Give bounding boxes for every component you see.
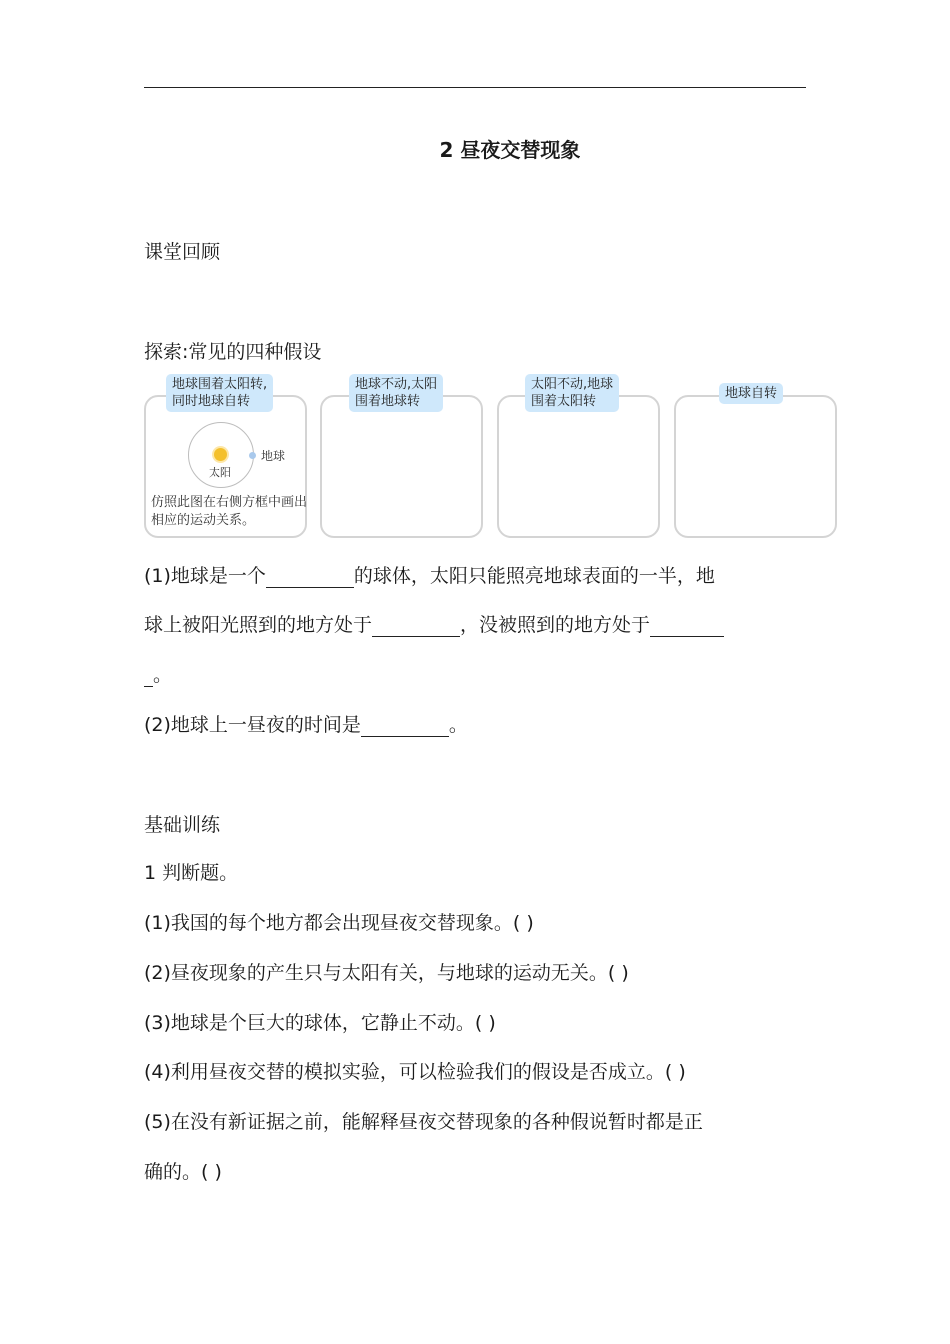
earth-icon [249, 452, 256, 459]
q1-text-4: ，没被照到的地方处于 [460, 614, 651, 636]
judge-item-4: (4)利用昼夜交替的模拟实验，可以检验我们的假设是否成立。( ) [144, 1061, 686, 1083]
hypothesis-tag-1: 地球围着太阳转, 同时地球自转 [166, 374, 273, 412]
hypothesis-panel-3[interactable] [497, 395, 660, 538]
review-q1-line1 [144, 561, 715, 588]
hypothesis-tag-3: 太阳不动,地球 围着太阳转 [525, 374, 619, 412]
sun-label: 太阳 [209, 466, 231, 479]
q1-blank-1[interactable] [266, 566, 354, 588]
judge-item-1: (1)我国的每个地方都会出现昼夜交替现象。( ) [144, 912, 534, 934]
hypothesis-panel-2[interactable] [320, 395, 483, 538]
judge-item-5-line1: (5)在没有新证据之前，能解释昼夜交替现象的各种假说暂时都是正 [144, 1111, 703, 1133]
page-title: 2 昼夜交替现象 [439, 138, 581, 162]
q2-blank[interactable] [361, 715, 449, 737]
hypothesis-tag-2: 地球不动,太阳 围着地球转 [349, 374, 443, 412]
judge-title: 1 判断题。 [144, 862, 239, 884]
hypothesis-tag-4: 地球自转 [719, 383, 783, 404]
earth-label: 地球 [261, 449, 286, 463]
sun-icon [214, 448, 227, 461]
q1-blank-2[interactable] [372, 615, 460, 637]
q1-blank-3[interactable] [650, 615, 724, 637]
judge-item-3: (3)地球是个巨大的球体，它静止不动。( ) [144, 1012, 496, 1034]
explore-heading: 探索:常见的四种假设 [144, 341, 322, 363]
judge-item-2: (2)昼夜现象的产生只与太阳有关，与地球的运动无关。( ) [144, 962, 629, 984]
q1-text-2: 的球体，太阳只能照亮地球表面的一半，地 [353, 565, 715, 587]
review-q1-line2 [144, 610, 724, 637]
q1-blank-3-cont [144, 665, 153, 687]
review-q1-line3 [144, 660, 172, 687]
header-rule [144, 87, 806, 88]
q1-text-5: 。 [153, 664, 173, 686]
panel-instruction: 仿照此图在右侧方框中画出相应的运动关系。 [151, 495, 308, 528]
q2-text-1: (2)地球上一昼夜的时间是 [144, 714, 361, 736]
review-heading: 课堂回顾 [144, 241, 221, 263]
practice-heading: 基础训练 [144, 814, 221, 836]
hypothesis-panel-4[interactable] [674, 395, 837, 538]
q1-text-3: 球上被阳光照到的地方处于 [144, 614, 373, 636]
review-q2 [144, 710, 468, 737]
judge-item-5-line2: 确的。( ) [144, 1161, 222, 1183]
q1-text-1: (1)地球是一个 [144, 565, 266, 587]
q2-text-2: 。 [448, 714, 468, 736]
